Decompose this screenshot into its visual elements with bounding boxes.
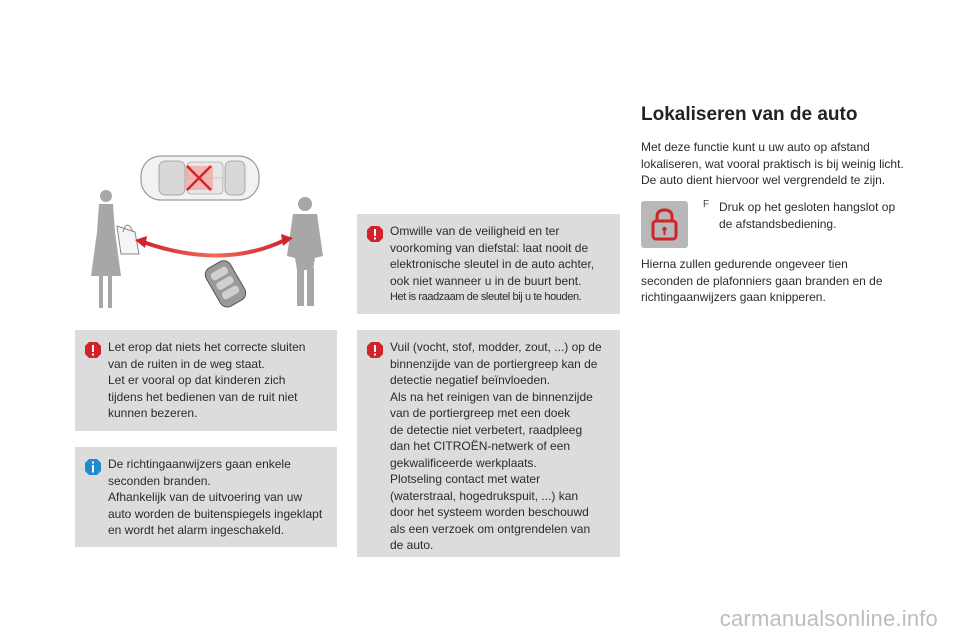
watermark: carmanualsonline.info (719, 606, 938, 631)
dirt-warning-box (357, 330, 620, 557)
theft-warning-box (357, 214, 620, 314)
info-icon (84, 458, 102, 476)
indicator-info-box (75, 447, 337, 547)
dirt-warning-text: Vuil (vocht, stof, modder, zout, ...) op de binnenzijde van de portiergreep kan de detectie negatief beïnvloeden. Als na het reinigen van de binnenzijde van de portiergreep met een doek de detectie niet verbetert, raadpleeg dan het CITROËN-netwerk of een gekwalificeerde werkplaats. Plotseling contact met water (waterstraal, hogedrukspuit, ...) kan door het systeem worden beschouwd als een verzoek om ontgrendelen van de auto. (390, 340, 602, 552)
window-warning-box (75, 330, 337, 431)
woman-figure-icon (91, 190, 139, 308)
warning-icon (366, 225, 384, 243)
padlock-button-tile (641, 201, 688, 248)
result-text: Hierna zullen gedurende ongeveer tien seconden de plafonniers gaan branden en de richtingaanwijzers gaan knipperen. (641, 257, 883, 304)
intro-text: Met deze functie kunt u uw auto op afstand lokaliseren, wat vooral praktisch is bij weinig licht. De auto dient hiervoor wel vergrendeld te zijn. (641, 140, 904, 187)
key-fob-icon (202, 258, 248, 310)
double-arrow-icon (143, 240, 285, 256)
warning-icon (366, 341, 384, 359)
indicator-info-text: De richtingaanwijzers gaan enkele seconden branden. Afhankelijk van de uitvoering van uw auto worden de buitenspiegels ingeklapt en wordt het alarm ingeschakeld. (108, 457, 323, 537)
section-title: Lokaliseren van de auto (641, 104, 858, 125)
theft-warning-note: Het is raadzaam de sleutel bij u te houden. (390, 291, 582, 303)
warning-icon (84, 341, 102, 359)
step-bullet: F (703, 199, 710, 210)
step-instruction: Druk op het gesloten hangslot op de afstandsbediening. (719, 200, 896, 231)
key-proximity-illustration (75, 148, 337, 320)
man-figure-icon (287, 197, 323, 306)
padlock-closed-icon (641, 201, 688, 248)
car-top-view-icon (141, 156, 259, 200)
theft-warning-text: Omwille van de veiligheid en ter voorkoming van diefstal: laat nooit de elektronische sleutel in de auto achter, ook niet wanneer u in de buurt bent. (390, 224, 595, 288)
window-warning-text: Let erop dat niets het correcte sluiten van de ruiten in de weg staat. Let er vooral op dat kinderen zich tijdens het bedienen van de ruit niet kunnen bezeren. (108, 340, 306, 420)
